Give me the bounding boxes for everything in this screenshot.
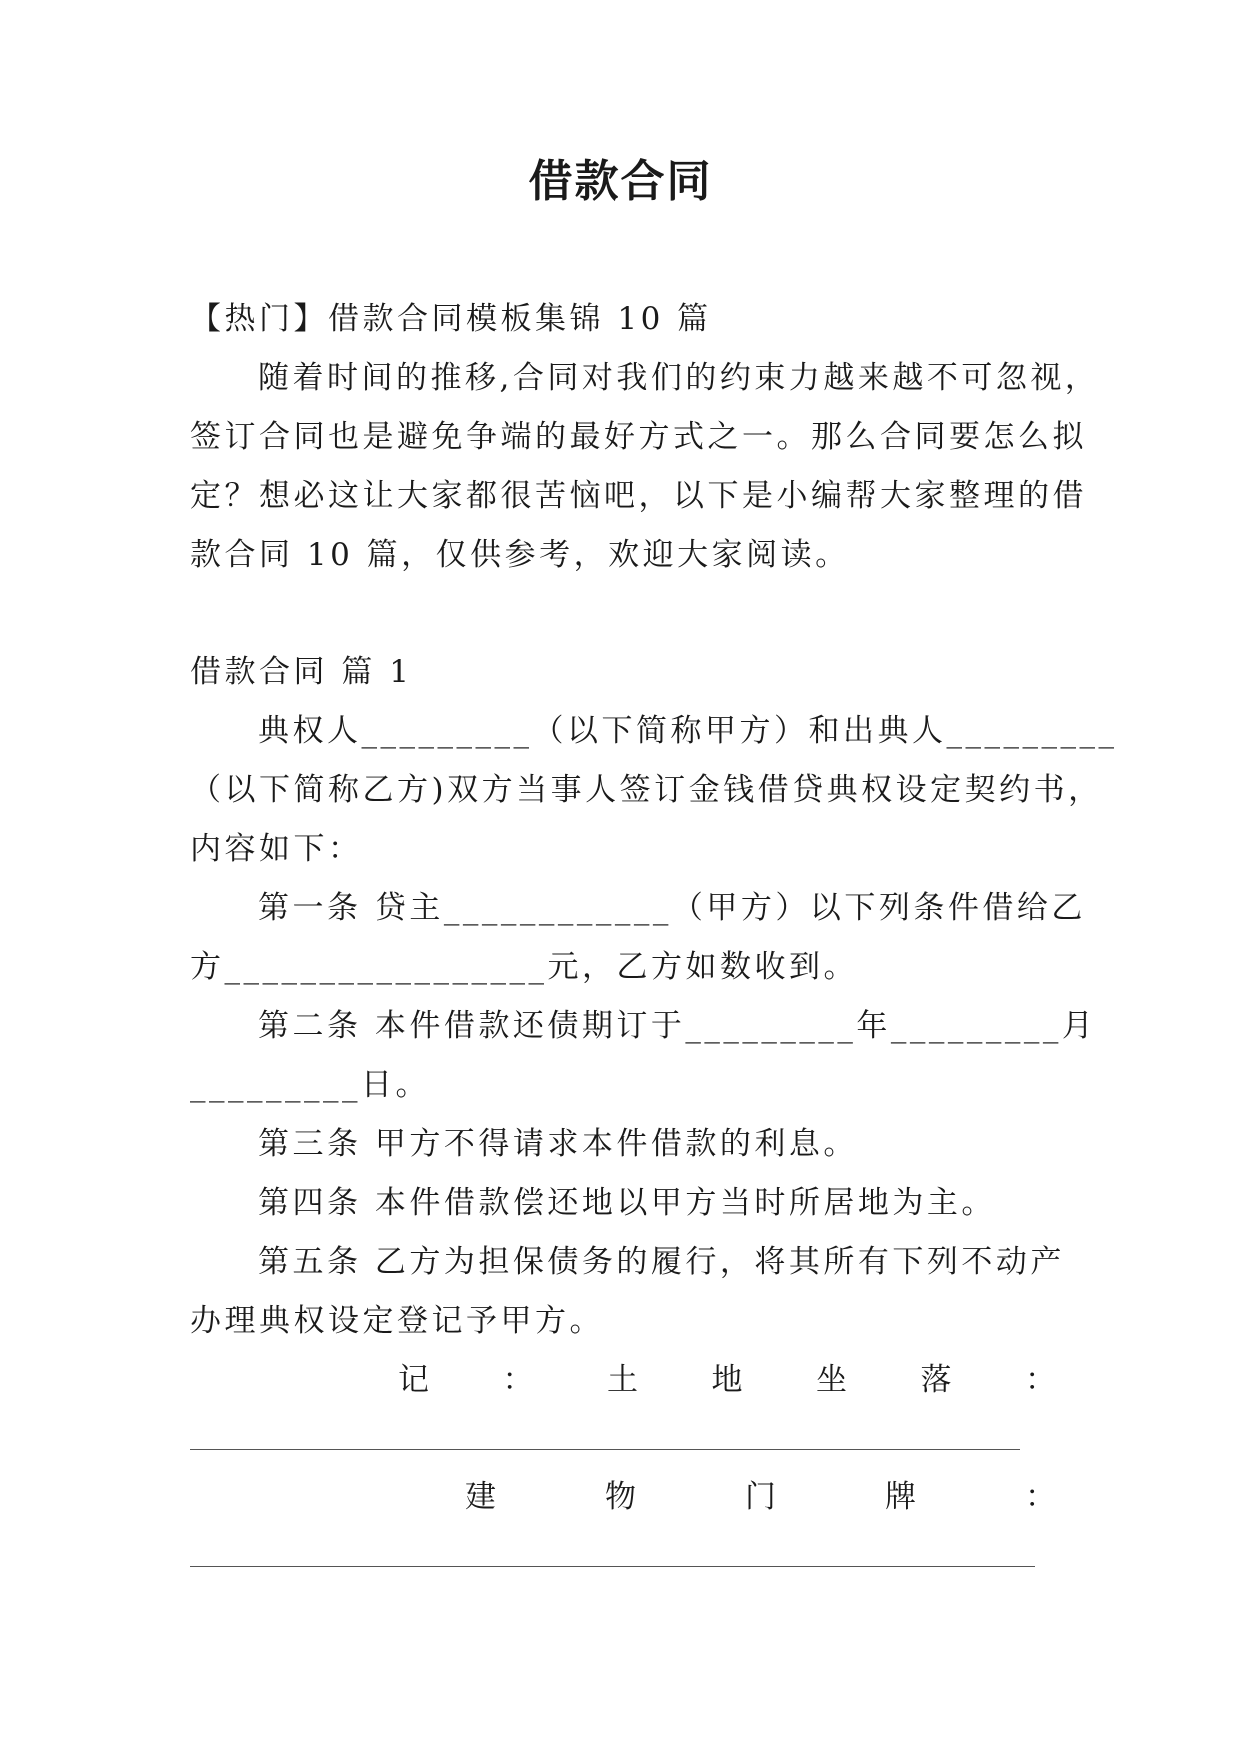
intro-line: 款合同 10 篇，仅供参考，欢迎大家阅读。 <box>190 537 850 573</box>
article-2: 第二条 本件借款还债期订于_________年_________月 <box>258 1008 1097 1044</box>
field-char: 地 <box>711 1362 743 1398</box>
subtitle-line: 【热门】借款合同模板集锦 10 篇 <box>190 301 712 337</box>
building-number-field <box>190 1468 1056 1527</box>
article-5: 第五条 乙方为担保债务的履行，将其所有下列不动产 <box>258 1244 1065 1280</box>
article-5-cont: 办理典权设定登记予甲方。 <box>190 1303 604 1339</box>
field-char: ： <box>502 1362 534 1398</box>
contract-line: 典权人_________（以下简称甲方）和出典人_________ <box>258 713 1118 749</box>
article-4: 第四条 本件借款偿还地以甲方当时所居地为主。 <box>258 1185 996 1221</box>
contract-line: （以下简称乙方)双方当事人签订金钱借贷典权设定契约书， <box>190 772 1103 808</box>
field-char: 建 <box>465 1479 496 1515</box>
intro-line: 签订合同也是避免争端的最好方式之一。那么合同要怎么拟 <box>190 419 1087 455</box>
article-2-cont: _________日。 <box>190 1067 430 1103</box>
section-heading: 借款合同 篇 1 <box>190 654 413 690</box>
field-char: ： <box>1025 1362 1056 1398</box>
article-1-cont: 方_________________元，乙方如数收到。 <box>190 949 858 985</box>
land-location-field <box>190 1351 1056 1410</box>
paragraph-gap <box>190 585 1056 643</box>
intro-line: 定？想必这让大家都很苦恼吧，以下是小编帮大家整理的借 <box>190 478 1087 514</box>
field-char: 物 <box>605 1479 636 1515</box>
article-1: 第一条 贷主____________（甲方）以下列条件借给乙 <box>258 890 1086 926</box>
field-char: ： <box>1025 1479 1056 1515</box>
article-3: 第三条 甲方不得请求本件借款的利息。 <box>258 1126 858 1162</box>
field-char: 坐 <box>816 1362 847 1398</box>
document-body <box>190 290 1118 1585</box>
contract-line: 内容如下： <box>190 831 363 867</box>
building-number-blank <box>190 1527 1056 1585</box>
field-char: 门 <box>745 1479 776 1515</box>
field-char: 牌 <box>885 1479 916 1515</box>
field-char: 记 <box>398 1362 429 1398</box>
field-char: 土 <box>607 1362 638 1398</box>
land-location-blank <box>190 1410 1056 1468</box>
field-char: 落 <box>920 1362 952 1398</box>
document-title: 借款合同 <box>528 156 713 207</box>
intro-line: 随着时间的推移,合同对我们的约束力越来越不可忽视， <box>258 360 1100 396</box>
